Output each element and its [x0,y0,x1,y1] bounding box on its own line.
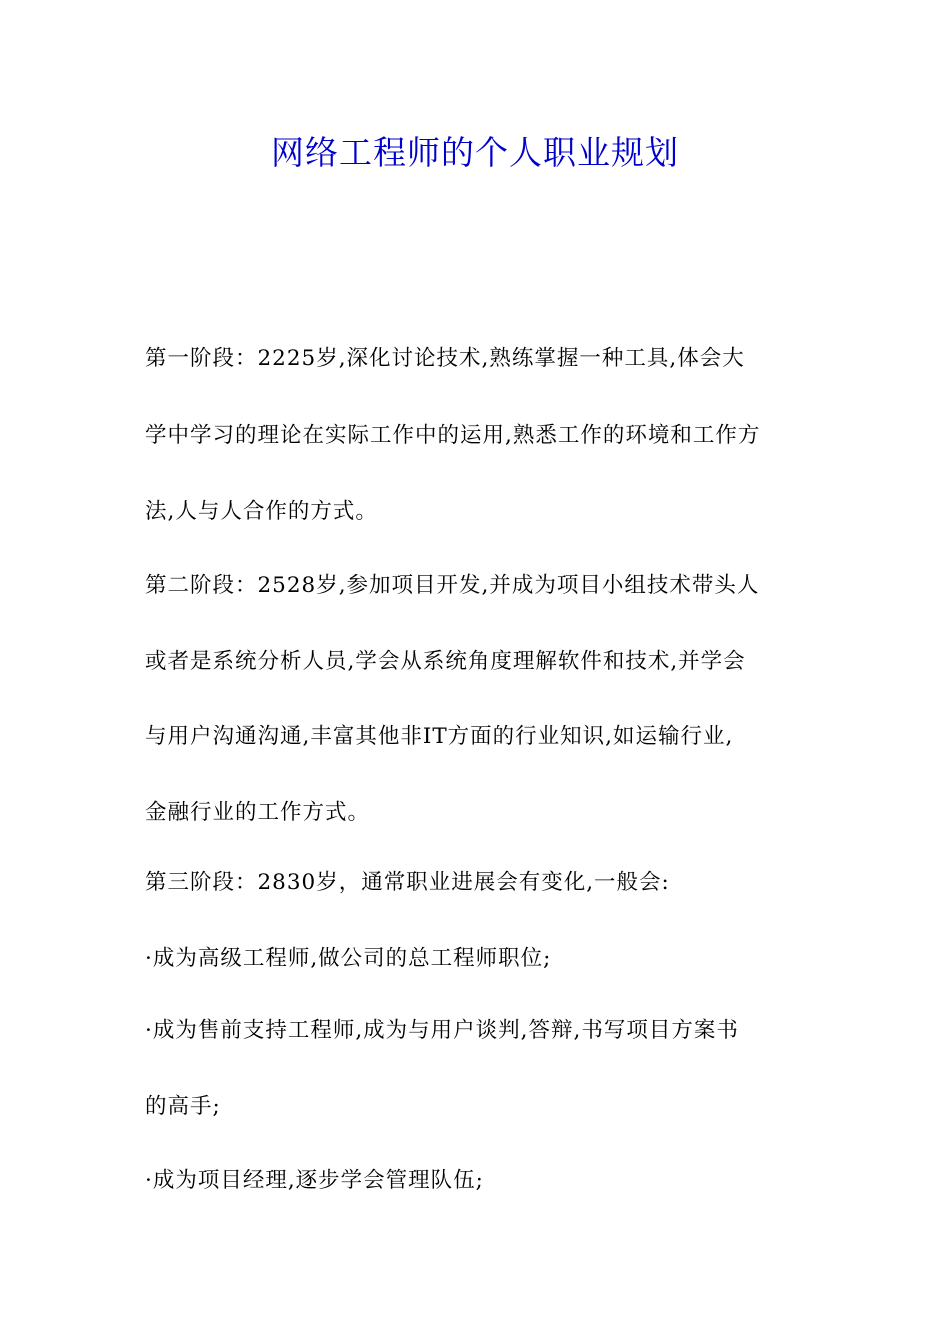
paragraph-line-stage-2-b: 或者是系统分析人员,学会从系统角度理解软件和技术,并学会 [145,649,746,674]
bullet-item-presales-engineer: ·成为售前支持工程师,成为与用户谈判,答辩,书写项目方案书 [145,1018,739,1043]
paragraph-line-stage-3: 第三阶段：2830岁，通常职业进展会有变化,一般会: [145,870,670,895]
paragraph-line-stage-2-c: 与用户沟通沟通,丰富其他非IT方面的行业知识,如运输行业, [145,724,734,749]
paragraph-line-stage-1-c: 法,人与人合作的方式。 [145,499,378,524]
bullet-item-project-manager: ·成为项目经理,逐步学会管理队伍; [145,1168,484,1193]
paragraph-line-stage-2-a: 第二阶段：2528岁,参加项目开发,并成为项目小组技术带头人 [145,573,760,598]
paragraph-line-stage-1-b: 学中学习的理论在实际工作中的运用,熟悉工作的环境和工作方 [145,423,761,448]
paragraph-line-stage-1-a: 第一阶段：2225岁,深化讨论技术,熟练掌握一种工具,体会大 [145,346,745,371]
document-title: 网络工程师的个人职业规划 [271,133,679,172]
bullet-item-senior-engineer: ·成为高级工程师,做公司的总工程师职位; [145,946,552,971]
paragraph-line-stage-2-d: 金融行业的工作方式。 [145,800,371,825]
bullet-item-presales-engineer-cont: 的高手; [145,1094,221,1119]
